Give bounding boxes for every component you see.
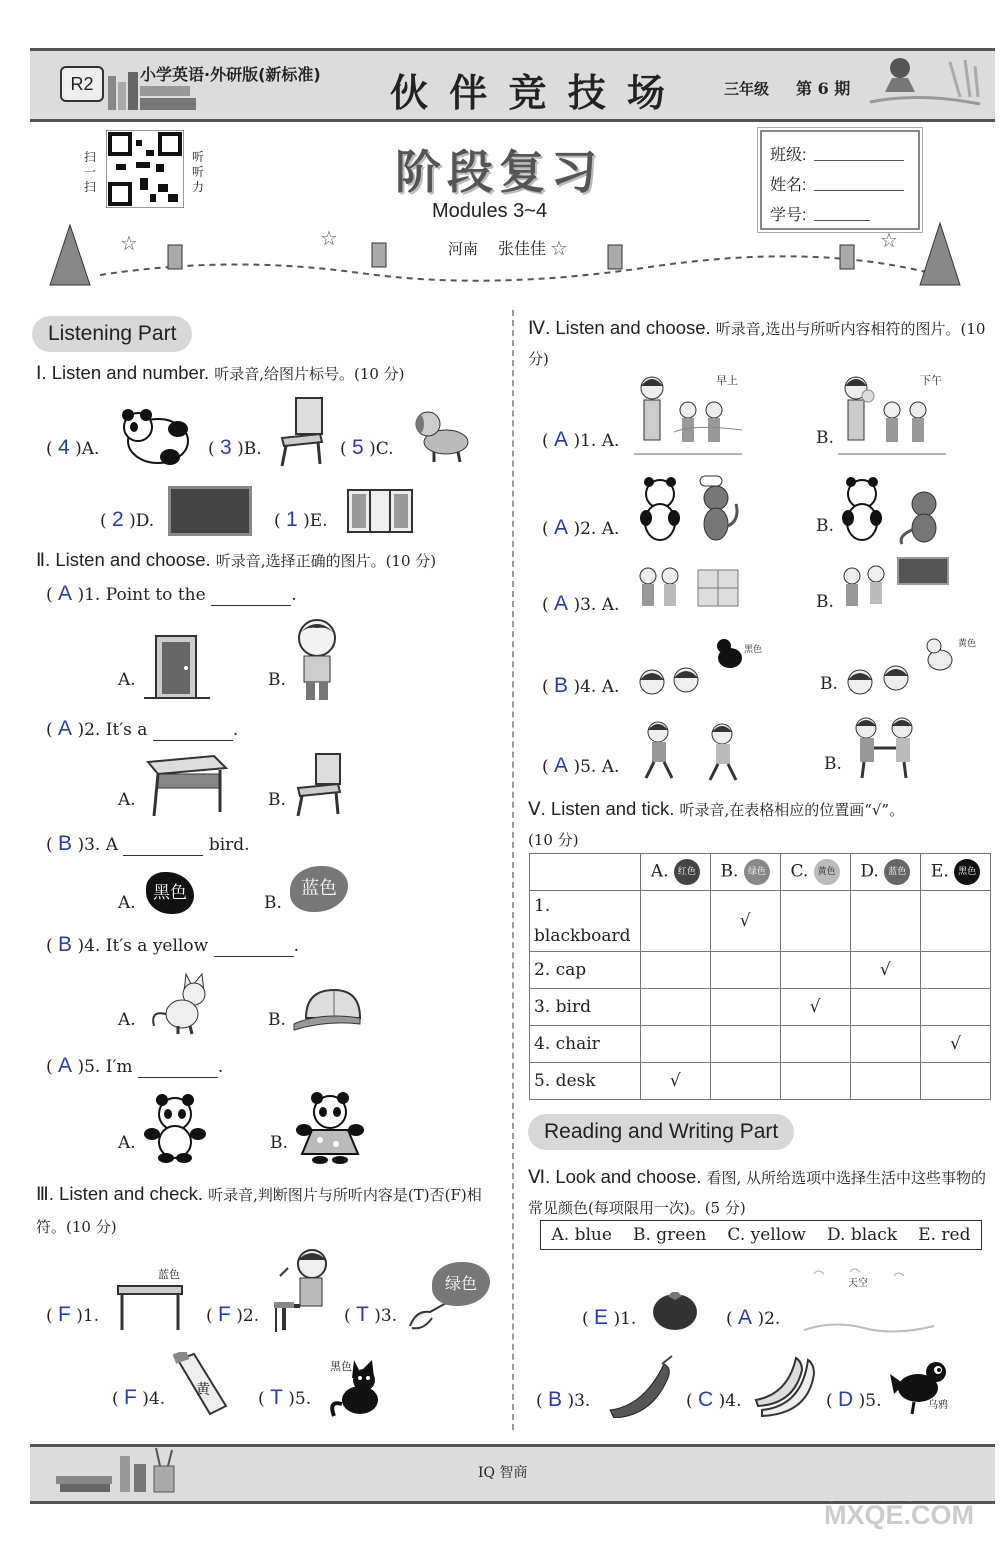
option-yellow: C. yellow	[727, 1225, 806, 1245]
sec3-item-3: ( T )3.	[344, 1303, 398, 1326]
blue-paint-splash: 蓝色	[290, 866, 348, 912]
sec4-heading	[528, 313, 996, 374]
panda-boy-icon	[144, 1094, 206, 1164]
yellow-label: 黄色	[958, 639, 977, 649]
modules-label: Modules 3~4	[432, 200, 548, 222]
table-row	[530, 1026, 991, 1063]
subject-label: 小学英语·外研版(新标准)	[140, 65, 321, 84]
stage-review-title: 阶段复习	[395, 145, 603, 199]
paint-tube-icon	[170, 1352, 232, 1418]
option-b-label: B.	[264, 893, 282, 913]
answer[interactable]: B	[554, 674, 569, 697]
tick-cell[interactable]	[921, 891, 991, 952]
panda-girl-icon	[296, 1092, 364, 1164]
tick-cell[interactable]	[780, 1063, 850, 1100]
green-paint-splash: 绿色	[432, 1262, 490, 1306]
tick-cell[interactable]	[710, 1026, 780, 1063]
yellow-label: 黄	[196, 1382, 210, 1398]
sec6-item-4: ( C )4.	[686, 1388, 742, 1411]
answer[interactable]: C	[698, 1388, 714, 1411]
crow-label: 乌鸦	[928, 1400, 948, 1411]
sec6-item-5: ( D )5.	[826, 1388, 882, 1411]
sec2-question-5: ( A )5. I′m .	[46, 1054, 224, 1077]
sec2-question-2: ( A )2. It′s a .	[46, 717, 239, 740]
answer[interactable]: F	[58, 1303, 71, 1326]
green-dot: 绿色	[744, 859, 770, 885]
listening-part-label: Listening Part	[32, 316, 192, 352]
cap-icon	[290, 984, 368, 1036]
blackboard-icon	[168, 486, 252, 536]
sky-label: 天空	[848, 1278, 868, 1289]
kids-yellow-cat	[842, 630, 968, 708]
name-label: 姓名:	[770, 177, 807, 194]
sec4-instruction: 听录音,选出与所听内容相符的图片。(10 分)	[528, 320, 986, 368]
answer[interactable]: 5	[352, 436, 364, 459]
option-b-label: B.	[824, 754, 842, 774]
morning-label: 早上	[716, 374, 738, 387]
qr-right-label: 听听力	[192, 150, 205, 194]
tick-table	[529, 853, 991, 1100]
col-header-a: A. 红色	[641, 854, 711, 891]
answer-blank[interactable]	[153, 739, 233, 741]
sec4-title: Ⅳ. Listen and choose.	[528, 317, 711, 338]
sec3-item-1: ( F )1.	[46, 1303, 100, 1326]
option-green: B. green	[632, 1225, 707, 1245]
class-label: 班级:	[770, 147, 807, 164]
black-label: 黑色	[330, 1360, 352, 1373]
sec5-score: (10 分)	[528, 831, 579, 849]
yellow-dot: 黄色	[814, 859, 840, 885]
answer[interactable]: 4	[58, 436, 70, 459]
answer[interactable]: A	[738, 1306, 753, 1329]
desk-icon	[144, 752, 228, 818]
qr-code-icon[interactable]	[106, 130, 184, 208]
sec2-instruction: 听录音,选择正确的图片。(10 分)	[215, 552, 437, 570]
option-a-label: A.	[118, 790, 136, 810]
black-paint-splash: 黑色	[146, 872, 194, 914]
table-row	[530, 891, 991, 952]
sec1-item-b: ( 3 )B.	[208, 436, 262, 459]
grade-label: 三年级	[724, 80, 770, 98]
table-row	[530, 1063, 991, 1100]
name-field[interactable]	[814, 190, 904, 191]
table-header-row	[530, 854, 991, 891]
cat-icon	[146, 970, 214, 1036]
answer[interactable]: 3	[220, 436, 232, 459]
option-black: D. black	[827, 1225, 898, 1245]
sec1-heading	[36, 362, 405, 384]
row-label: 5. desk	[530, 1063, 641, 1100]
sec3-item-2: ( F )2.	[206, 1303, 260, 1326]
dog-icon	[412, 408, 474, 464]
sec4-item-4: ( B )4. A.	[542, 674, 620, 697]
sec3-instruction: 听录音,判断图片与所听内容是(T)否(F)相符。(10 分)	[36, 1186, 482, 1236]
books-pencils-icon	[50, 1446, 190, 1496]
paper-title: 伙 伴 竞 技 场	[390, 70, 669, 115]
sec2-question-1: ( A )1. Point to the .	[46, 582, 297, 605]
door-icon	[144, 634, 210, 700]
sec3-item-4: ( F )4.	[112, 1386, 166, 1409]
tick-cell[interactable]	[850, 1063, 921, 1100]
kids-black-cat	[634, 636, 763, 708]
tick-cell[interactable]	[710, 989, 780, 1026]
sec2-title: Ⅱ. Listen and choose.	[36, 549, 211, 570]
black-dot: 黑色	[954, 859, 980, 885]
answer[interactable]: B	[548, 1388, 563, 1411]
svg-text:☆: ☆	[120, 231, 138, 255]
option-b-label: B.	[268, 790, 286, 810]
panda-monkey-a	[636, 474, 746, 548]
sec1-instruction: 听录音,给图片标号。(10 分)	[214, 365, 405, 383]
options-box	[540, 1220, 982, 1250]
sec6-item-2: ( A )2.	[726, 1306, 781, 1329]
boy-sitting-icon	[270, 1246, 334, 1334]
option-b-label: B.	[820, 674, 838, 694]
boy-icon	[290, 616, 344, 704]
tomato-icon	[650, 1288, 700, 1332]
row-label: 2. cap	[530, 952, 641, 989]
pea-pod-icon	[604, 1354, 676, 1418]
col-header-e: E. 黑色	[921, 854, 991, 891]
tick-cell[interactable]	[641, 952, 711, 989]
sec1-item-d: ( 2 )D.	[100, 508, 155, 531]
kids-running	[638, 718, 754, 784]
sec1-item-c: ( 5 )C.	[340, 436, 394, 459]
answer[interactable]: B	[58, 933, 73, 956]
sec6-item-3: ( B )3.	[536, 1388, 591, 1411]
answer[interactable]: E	[594, 1306, 609, 1329]
tick-cell[interactable]	[921, 1063, 991, 1100]
answer[interactable]: T	[356, 1303, 369, 1326]
panda-monkey-b	[838, 474, 950, 548]
col-header-c: C. 黄色	[780, 854, 850, 891]
answer[interactable]: A	[58, 717, 73, 740]
option-a-label: A.	[118, 670, 136, 690]
col-header-d: D. 蓝色	[850, 854, 921, 891]
sec4-item-5: ( A )5. A.	[542, 754, 620, 777]
sec6-item-1: ( E )1.	[582, 1306, 637, 1329]
answer[interactable]: A	[58, 582, 73, 605]
reading-writing-part-label: Reading and Writing Part	[528, 1114, 794, 1150]
sec5-instruction: 听录音,在表格相应的位置画“√”。	[679, 801, 905, 819]
tick-cell[interactable]	[641, 989, 711, 1026]
banana-icon	[752, 1350, 818, 1418]
tick-cell[interactable]	[850, 989, 921, 1026]
sec3-title: Ⅲ. Listen and check.	[36, 1183, 204, 1204]
class-field[interactable]	[814, 160, 904, 161]
sec1-item-e: ( 1 )E.	[274, 508, 328, 531]
answer-blank[interactable]	[214, 955, 294, 957]
sec2-question-3: ( B )3. A bird.	[46, 832, 250, 855]
column-divider	[512, 310, 514, 1430]
kids-blackboard	[838, 556, 950, 616]
sec2-heading	[36, 549, 436, 571]
answer[interactable]: A	[58, 1054, 73, 1077]
answer[interactable]: D	[838, 1388, 854, 1411]
table-row	[530, 989, 991, 1026]
tick-cell[interactable]	[780, 1026, 850, 1063]
tick-cell[interactable]: √	[850, 952, 921, 989]
tick-cell[interactable]	[850, 1026, 921, 1063]
tick-cell[interactable]	[921, 952, 991, 989]
col-header-b: B. 绿色	[710, 854, 780, 891]
option-a-label: A.	[118, 1133, 136, 1153]
tick-cell[interactable]: √	[641, 1063, 711, 1100]
answer[interactable]: T	[270, 1386, 283, 1409]
tick-cell[interactable]: √	[921, 1026, 991, 1063]
option-red: E. red	[918, 1225, 971, 1245]
row-label: 1. blackboard	[530, 891, 641, 952]
chair-icon	[294, 752, 346, 818]
author-label: 张佳佳	[498, 239, 547, 258]
blue-label: 蓝色	[158, 1268, 180, 1281]
answer-blank[interactable]	[123, 854, 203, 856]
option-b-label: B.	[816, 592, 834, 612]
tick-cell[interactable]	[710, 1063, 780, 1100]
chair-icon	[278, 396, 326, 468]
tick-cell[interactable]: √	[710, 891, 780, 952]
footer-label: IQ 智商	[478, 1465, 528, 1481]
desk-icon	[114, 1282, 186, 1332]
option-blue: A. blue	[551, 1225, 612, 1245]
kids-handshake	[850, 714, 920, 782]
option-a-label: A.	[118, 1010, 136, 1030]
sec4-item-1: ( A )1. A.	[542, 428, 620, 451]
sec1-title: Ⅰ. Listen and number.	[36, 362, 210, 383]
answer[interactable]: 2	[112, 508, 124, 531]
sec6-title: Ⅵ. Look and choose.	[528, 1166, 702, 1187]
window-icon	[346, 486, 414, 534]
code-badge: R2	[60, 66, 104, 102]
region-label: 河南	[448, 240, 479, 258]
answer[interactable]: F	[124, 1386, 137, 1409]
row-label: 4. chair	[530, 1026, 641, 1063]
blue-dot: 蓝色	[884, 859, 910, 885]
answer-blank[interactable]	[211, 604, 291, 606]
sec4-item-2: ( A )2. A.	[542, 516, 620, 539]
sec3-heading	[36, 1178, 501, 1243]
sec3-item-5: ( T )5.	[258, 1386, 312, 1409]
option-b-label: B.	[816, 516, 834, 536]
answer-blank[interactable]	[138, 1076, 218, 1078]
girl-reading-icon	[860, 52, 990, 112]
svg-text:☆: ☆	[550, 236, 568, 260]
sec5-title: Ⅴ. Listen and tick.	[528, 798, 675, 819]
table-corner-cell	[530, 854, 641, 891]
option-b-label: B.	[268, 1010, 286, 1030]
tick-cell[interactable]	[850, 891, 921, 952]
sec4-item-3: ( A )3. A.	[542, 592, 620, 615]
panda-icon	[118, 405, 194, 467]
sec1-item-a: ( 4 )A.	[46, 436, 100, 459]
decorative-banner	[30, 215, 990, 295]
afternoon-label: 下午	[920, 374, 942, 387]
teacher-students-afternoon	[838, 374, 948, 460]
tick-cell[interactable]: √	[780, 989, 850, 1026]
watermark: MXQE.COM	[824, 1500, 975, 1530]
sec5-heading	[528, 794, 996, 855]
option-b-label: B.	[816, 428, 834, 448]
teacher-students-morning	[634, 374, 744, 460]
answer[interactable]: 1	[286, 508, 298, 531]
tick-cell[interactable]	[641, 891, 711, 952]
answer[interactable]: A	[554, 428, 569, 451]
answer[interactable]: A	[554, 754, 569, 777]
sec6-heading	[528, 1162, 996, 1223]
red-dot: 红色	[674, 859, 700, 885]
row-label: 3. bird	[530, 989, 641, 1026]
svg-text:☆: ☆	[880, 228, 898, 252]
tick-cell[interactable]	[780, 952, 850, 989]
sec6-instruction: 看图, 从所给选项中选择生活中这些事物的常见颜色(每项限用一次)。(5 分)	[528, 1169, 987, 1217]
tick-cell[interactable]	[641, 1026, 711, 1063]
issue-label: 第 6 期	[796, 79, 851, 98]
black-cat-icon	[326, 1356, 390, 1418]
watermark-cn: 答案圈	[822, 1461, 948, 1507]
option-b-label: B.	[268, 670, 286, 690]
sec2-question-4: ( B )4. It′s a yellow .	[46, 933, 299, 956]
table-row	[530, 952, 991, 989]
kids-window	[634, 566, 744, 616]
answer[interactable]: A	[554, 592, 569, 615]
tick-cell[interactable]	[921, 989, 991, 1026]
tick-cell[interactable]	[780, 891, 850, 952]
svg-text:☆: ☆	[320, 226, 338, 250]
black-label: 黑色	[744, 645, 763, 655]
answer[interactable]: F	[218, 1303, 231, 1326]
answer[interactable]: A	[554, 516, 569, 539]
option-b-label: B.	[270, 1133, 288, 1153]
student-id-label: 学号:	[770, 207, 807, 224]
tick-cell[interactable]	[710, 952, 780, 989]
sky-icon	[794, 1264, 944, 1340]
option-a-label: A.	[118, 893, 136, 913]
answer[interactable]: B	[58, 832, 73, 855]
qr-left-label: 扫一扫	[84, 150, 97, 194]
